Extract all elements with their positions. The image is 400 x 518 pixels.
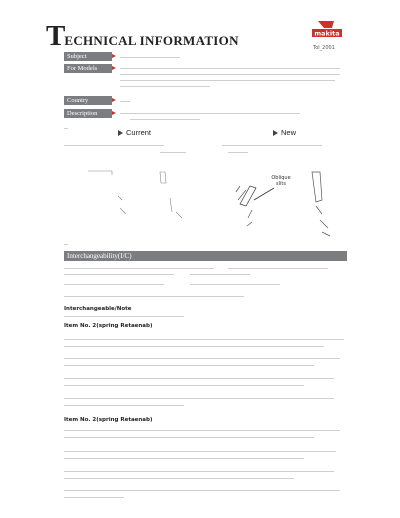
item1-line-7 [64, 398, 334, 399]
ic-line-3 [64, 284, 164, 285]
ic-line-2b [190, 274, 250, 275]
interchangeability-header: Interchangeability(I/C) [64, 251, 347, 261]
item2-line-1 [64, 430, 340, 431]
sub-heading-item-2: Item No. 2(spring Retaenab) [64, 417, 153, 423]
current-heading: Current [126, 128, 152, 137]
item1-line-3 [64, 358, 340, 359]
item2-line-3 [64, 451, 336, 452]
brand-text: makita [314, 29, 340, 38]
ic-line-2 [64, 274, 174, 275]
item2-line-7 [64, 490, 340, 491]
item2-line-5 [64, 471, 334, 472]
item2-line-4 [64, 458, 304, 459]
ic-line-4 [64, 296, 244, 297]
item1-line-2 [64, 346, 324, 347]
sub1-line [64, 316, 184, 317]
item2-line-6 [64, 478, 294, 479]
ic-line-1 [64, 268, 214, 269]
title-initial: T [46, 20, 65, 52]
oblique-slits-callout: Oblique slits [271, 175, 291, 187]
new-heading: New [281, 128, 297, 137]
sub-heading-interchangeable: Interchangeable/Note [64, 306, 132, 312]
ic-line-1b [228, 268, 328, 269]
sub-heading-item-1: Item No. 2(spring Retaenab) [64, 323, 153, 329]
subject-label: Subject [64, 52, 112, 61]
item1-line-6 [64, 385, 304, 386]
item1-line-1 [64, 339, 344, 340]
country-label: Country [64, 96, 112, 105]
item1-line-8 [64, 405, 184, 406]
item1-line-5 [64, 378, 334, 379]
ic-line-3b [190, 284, 280, 285]
current-part-illustration [88, 171, 182, 218]
item2-line-2 [64, 437, 314, 438]
title-rest: ECHNICAL INFORMATION [64, 33, 239, 48]
description-label: Description [64, 109, 112, 118]
item1-line-4 [64, 365, 314, 366]
item2-line-8 [64, 497, 124, 498]
figure-end-mark [64, 244, 68, 245]
doc-number: Tol_2001 [313, 45, 335, 51]
models-label: For Models [64, 64, 112, 73]
